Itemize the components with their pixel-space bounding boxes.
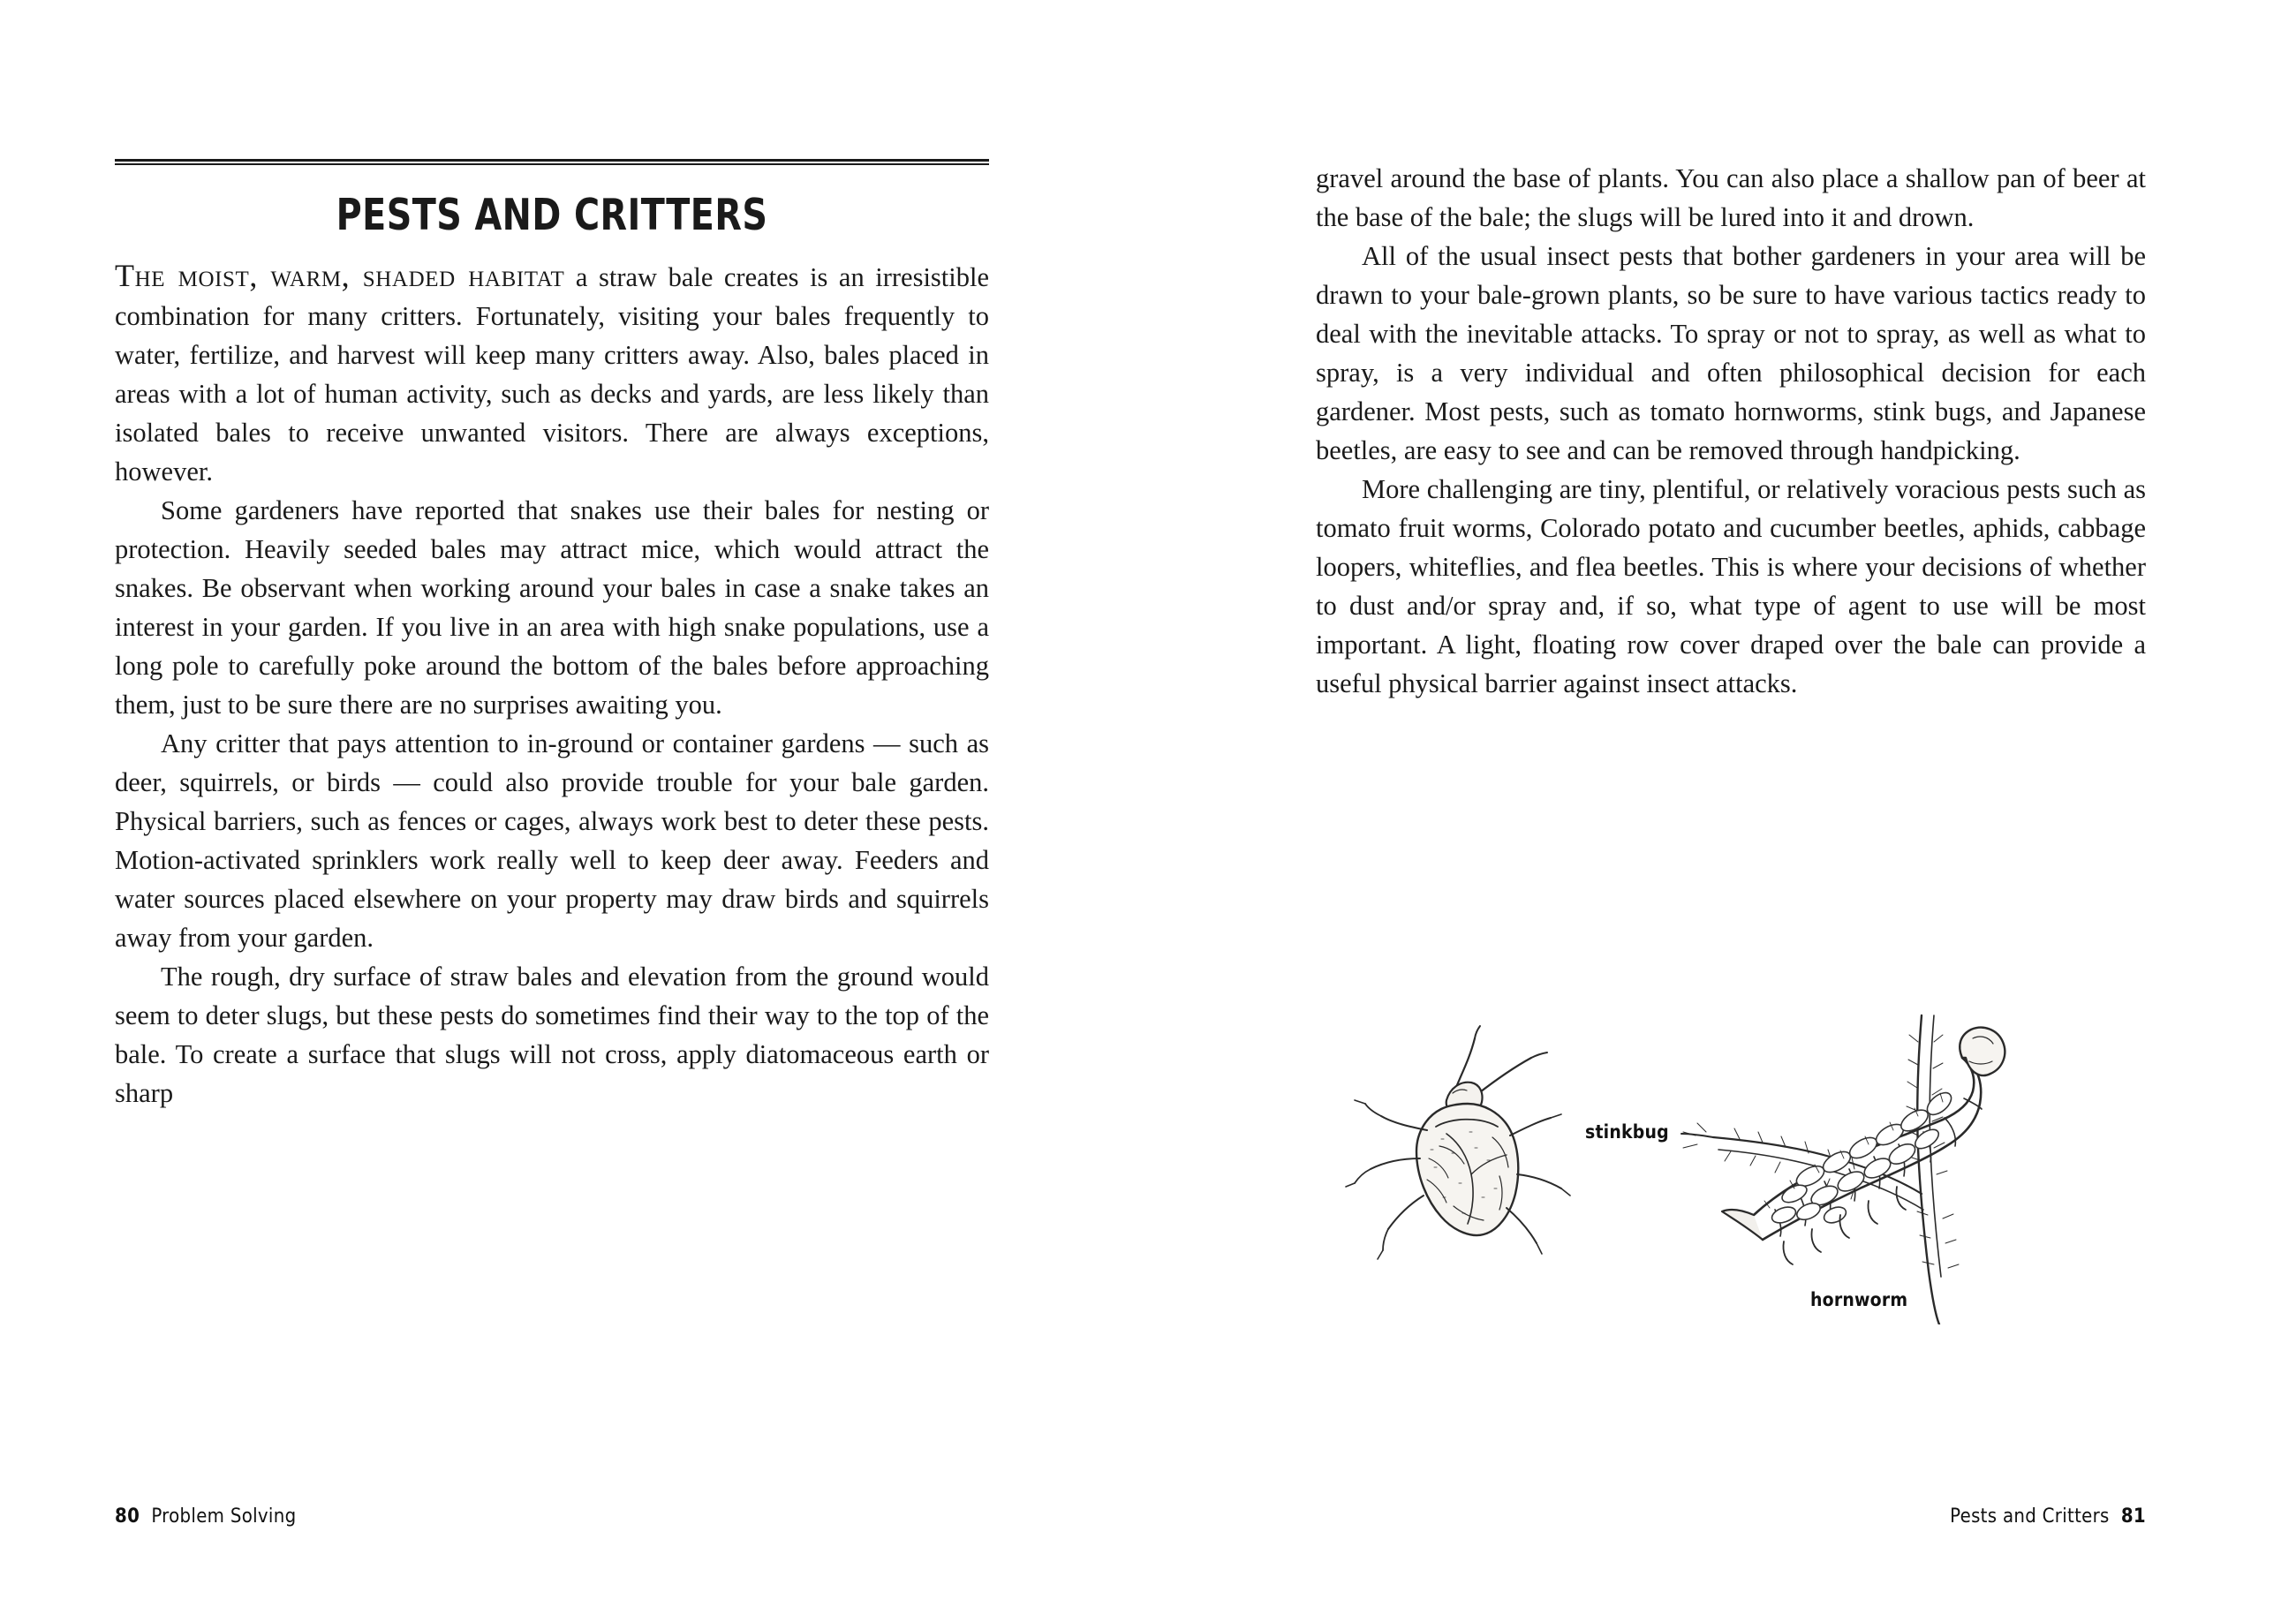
right-page-number: 81 [2120,1505,2146,1528]
hornworm-caption: hornworm [1810,1289,1908,1310]
right-page-footer [1950,1505,2146,1528]
paragraph-1-leadin: The moist, warm, shaded habitat [115,258,565,293]
paragraph-1-text: a straw bale creates is an irresistible combination for many critters. Fortunately, visiting your bales frequently to water, fertilize, and harvest will keep many critters away. Also, bales placed in areas with a lot of human activity, such as decks and yards, are less likely than isolated bales to receive unwanted visitors. There are always exceptions, however. [115,262,989,487]
paragraph-6: All of the usual insect pests that bother gardeners in your area will be drawn to your bale-grown plants, so be sure to have various tactics ready to deal with the inevitable attacks. To spray or not to spray, as well as what to spray, is a very individual and often philosophical decision for each gardener. Most pests, such as tomato hornworms, stink bugs, and Japanese beetles, are easy to see and can be removed through handpicking. [1316,241,2146,465]
paragraph-1 [115,256,989,491]
paragraph-3: Any critter that pays attention to in-ground or container gardens — such as deer, squirrels, or birds — could also provide trouble for your bale garden. Physical barriers, such as fences or cages, always work best to deter these pests. Motion-activated sprinklers work really well to keep deer away. Feeders and water sources placed elsewhere on your property may draw birds and squirrels away from your garden. [115,728,989,953]
stinkbug-drawing [1346,1026,1570,1259]
paragraph-5: gravel around the base of plants. You can also place a shallow pan of beer at the base of the bale; the slugs will be lured into it and drown. [1316,163,2146,232]
insect-illustration-svg [1307,1007,2155,1324]
left-page-footer [115,1505,296,1528]
stinkbug-caption: stinkbug [1585,1121,1669,1143]
right-page [1148,0,2296,1607]
hornworm-drawing [1681,1015,2005,1324]
title-rule [115,159,989,165]
paragraph-2: Some gardeners have reported that snakes use their bales for nesting or protection. Heavily seeded bales may attract mice, which would attract the snakes. Be observant when working around your bales in case a snake takes an interest in your garden. If you live in an area with high snake populations, use a long pole to carefully poke around the bottom of the bales before approaching them, just to be sure there are no surprises awaiting you. [115,495,989,720]
right-running-head: Pests and Critters [1950,1505,2110,1528]
page-title: PESTS AND CRITTERS [336,190,768,240]
left-page-number: 80 [115,1505,140,1528]
paragraph-7: More challenging are tiny, plentiful, or relatively voracious pests such as tomato fruit worms, Colorado potato and cucumber beetles, aphids, cabbage loopers, whiteflies, and flea beetles. This is where your decisions of whether to dust and/or spray and, if so, what type of agent to use will be most important. A light, floating row cover draped over the bale can provide a useful physical barrier against insect attacks. [1316,474,2146,698]
paragraph-4: The rough, dry surface of straw bales and elevation from the ground would seem to deter slugs, but these pests do sometimes find their way to the top of the bale. To create a surface that slugs will not cross, apply diatomaceous earth or sharp [115,962,989,1108]
insect-illustration [1307,1007,2155,1324]
left-running-head: Problem Solving [151,1505,297,1528]
